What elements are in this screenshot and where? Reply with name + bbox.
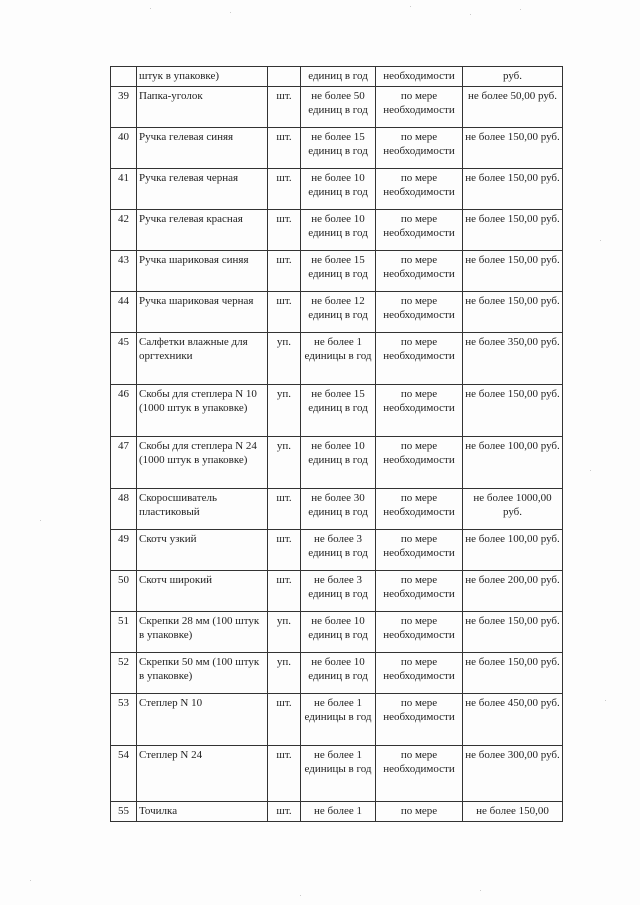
cell-quantity: не более 1 единицы в год [301, 746, 376, 802]
cell-unit: шт. [268, 489, 301, 530]
table-row [111, 653, 563, 694]
table-row [111, 530, 563, 571]
cell-unit: шт. [268, 169, 301, 210]
supplies-table [110, 66, 563, 822]
cell-number: 49 [111, 530, 137, 571]
scan-speck [480, 890, 481, 891]
cell-price: не более 150,00 руб. [463, 612, 563, 653]
cell-unit: шт. [268, 802, 301, 822]
cell-quantity: не более 30 единиц в год [301, 489, 376, 530]
cell-name: Скоросшиватель пластиковый [137, 489, 268, 530]
cell-unit: шт. [268, 87, 301, 128]
cell-quantity: не более 3 единиц в год [301, 571, 376, 612]
cell-name: Скотч широкий [137, 571, 268, 612]
cell-price: не более 150,00 [463, 802, 563, 822]
scan-speck [410, 6, 411, 7]
cell-number: 41 [111, 169, 137, 210]
cell-name: Скотч узкий [137, 530, 268, 571]
cell-price: не более 150,00 руб. [463, 128, 563, 169]
table-row [111, 746, 563, 802]
cell-name: Ручка шариковая синяя [137, 251, 268, 292]
cell-frequency: по мере необходимости [376, 251, 463, 292]
cell-unit: шт. [268, 571, 301, 612]
cell-quantity: не более 50 единиц в год [301, 87, 376, 128]
cell-quantity: не более 15 единиц в год [301, 251, 376, 292]
cell-name: Скобы для степлера N 10 (1000 штук в упаковке) [137, 385, 268, 437]
cell-quantity: не более 1 единицы в год [301, 333, 376, 385]
table-row [111, 292, 563, 333]
cell-price: не более 150,00 руб. [463, 251, 563, 292]
cell-quantity: не более 1 единицы в год [301, 694, 376, 746]
cell-frequency: по мере необходимости [376, 128, 463, 169]
cell-frequency: по мере [376, 802, 463, 822]
cell-quantity: не более 3 единиц в год [301, 530, 376, 571]
cell-unit: шт. [268, 210, 301, 251]
cell-unit: шт. [268, 694, 301, 746]
cell-name: Скобы для степлера N 24 (1000 штук в упаковке) [137, 437, 268, 489]
cell-price: не более 1000,00 руб. [463, 489, 563, 530]
cell-price: не более 200,00 руб. [463, 571, 563, 612]
cell-price: не более 100,00 руб. [463, 437, 563, 489]
scan-speck [40, 520, 41, 521]
cell-price: не более 150,00 руб. [463, 169, 563, 210]
scan-speck [605, 700, 606, 701]
cell-frequency: по мере необходимости [376, 530, 463, 571]
cell-frequency: по мере необходимости [376, 87, 463, 128]
cell-quantity: не более 10 единиц в год [301, 210, 376, 251]
cell-name: штук в упаковке) [137, 67, 268, 87]
cell-number: 45 [111, 333, 137, 385]
cell-name: Степлер N 24 [137, 746, 268, 802]
cell-number: 52 [111, 653, 137, 694]
cell-number: 50 [111, 571, 137, 612]
cell-number: 48 [111, 489, 137, 530]
scan-speck [590, 470, 591, 471]
cell-name: Ручка гелевая красная [137, 210, 268, 251]
cell-price: не более 150,00 руб. [463, 385, 563, 437]
table-row [111, 128, 563, 169]
cell-frequency: по мере необходимости [376, 385, 463, 437]
cell-unit: уп. [268, 612, 301, 653]
cell-price: не более 100,00 руб. [463, 530, 563, 571]
cell-quantity: не более 10 единиц в год [301, 437, 376, 489]
scan-speck [600, 240, 601, 241]
cell-unit: уп. [268, 385, 301, 437]
cell-frequency: по мере необходимости [376, 694, 463, 746]
cell-unit: шт. [268, 128, 301, 169]
cell-frequency: необходимости [376, 67, 463, 87]
cell-name: Скрепки 50 мм (100 штук в упаковке) [137, 653, 268, 694]
cell-price: не более 150,00 руб. [463, 653, 563, 694]
cell-quantity: не более 1 [301, 802, 376, 822]
table-row [111, 169, 563, 210]
cell-number: 39 [111, 87, 137, 128]
cell-price: не более 150,00 руб. [463, 210, 563, 251]
cell-name: Ручка шариковая черная [137, 292, 268, 333]
table-row [111, 694, 563, 746]
cell-frequency: по мере необходимости [376, 612, 463, 653]
cell-unit: шт. [268, 530, 301, 571]
table-row-continuation [111, 67, 563, 87]
cell-price: руб. [463, 67, 563, 87]
cell-unit: шт. [268, 746, 301, 802]
table-row [111, 612, 563, 653]
scan-speck [230, 12, 231, 13]
cell-unit: шт. [268, 251, 301, 292]
scan-speck [30, 880, 31, 881]
cell-frequency: по мере необходимости [376, 489, 463, 530]
cell-name: Папка-уголок [137, 87, 268, 128]
scan-speck [470, 14, 471, 15]
cell-quantity: не более 10 единиц в год [301, 612, 376, 653]
cell-name: Скрепки 28 мм (100 штук в упаковке) [137, 612, 268, 653]
cell-frequency: по мере необходимости [376, 210, 463, 251]
cell-number: 53 [111, 694, 137, 746]
cell-number: 55 [111, 802, 137, 822]
cell-number: 44 [111, 292, 137, 333]
cell-unit: уп. [268, 333, 301, 385]
cell-frequency: по мере необходимости [376, 292, 463, 333]
cell-price: не более 150,00 руб. [463, 292, 563, 333]
cell-quantity: не более 15 единиц в год [301, 385, 376, 437]
cell-frequency: по мере необходимости [376, 653, 463, 694]
cell-number: 54 [111, 746, 137, 802]
cell-frequency: по мере необходимости [376, 333, 463, 385]
table-row [111, 333, 563, 385]
table-row [111, 385, 563, 437]
cell-price: не более 50,00 руб. [463, 87, 563, 128]
cell-name: Точилка [137, 802, 268, 822]
cell-quantity: единиц в год [301, 67, 376, 87]
cell-number: 42 [111, 210, 137, 251]
cell-quantity: не более 15 единиц в год [301, 128, 376, 169]
cell-name: Ручка гелевая синяя [137, 128, 268, 169]
cell-number: 43 [111, 251, 137, 292]
cell-price: не более 350,00 руб. [463, 333, 563, 385]
table-row [111, 571, 563, 612]
table-row [111, 802, 563, 822]
cell-unit [268, 67, 301, 87]
cell-price: не более 300,00 руб. [463, 746, 563, 802]
cell-number: 46 [111, 385, 137, 437]
cell-frequency: по мере необходимости [376, 746, 463, 802]
table-row [111, 489, 563, 530]
table-row [111, 251, 563, 292]
scan-speck [520, 9, 521, 10]
cell-unit: уп. [268, 653, 301, 694]
scan-speck [300, 895, 301, 896]
table-row [111, 87, 563, 128]
cell-price: не более 450,00 руб. [463, 694, 563, 746]
cell-number: 40 [111, 128, 137, 169]
cell-number [111, 67, 137, 87]
cell-number: 51 [111, 612, 137, 653]
cell-unit: шт. [268, 292, 301, 333]
cell-frequency: по мере необходимости [376, 571, 463, 612]
cell-frequency: по мере необходимости [376, 437, 463, 489]
table-row [111, 210, 563, 251]
cell-frequency: по мере необходимости [376, 169, 463, 210]
cell-unit: уп. [268, 437, 301, 489]
scan-speck [150, 8, 151, 9]
table-row [111, 437, 563, 489]
cell-name: Ручка гелевая черная [137, 169, 268, 210]
cell-number: 47 [111, 437, 137, 489]
cell-quantity: не более 12 единиц в год [301, 292, 376, 333]
cell-quantity: не более 10 единиц в год [301, 169, 376, 210]
cell-quantity: не более 10 единиц в год [301, 653, 376, 694]
cell-name: Степлер N 10 [137, 694, 268, 746]
cell-name: Салфетки влажные для оргтехники [137, 333, 268, 385]
